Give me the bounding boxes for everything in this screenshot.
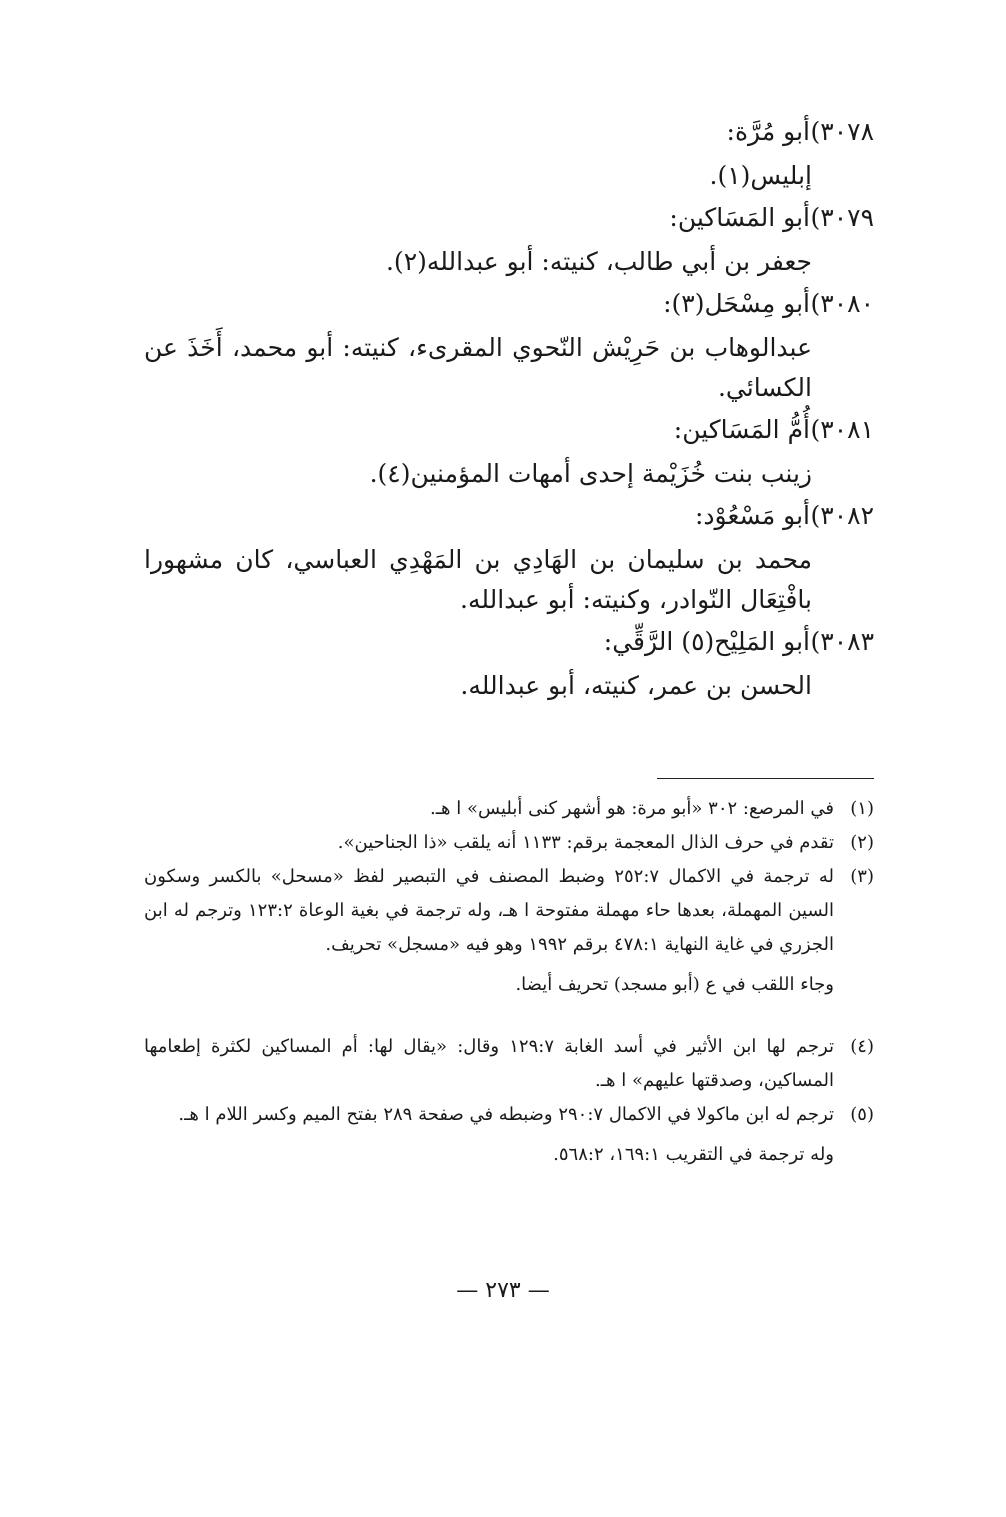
entry-body: محمد بن سليمان بن الهَادِي بن المَهْدِي العباسي، كان مشهورا بافْتِعَال النّوادر، وكنيته: أبو عبدالله. (144, 545, 812, 614)
footnote (144, 792, 874, 826)
footnote-text: في المرصع: ٣٠٢ «أبو مرة: هو أشهر كنى أبليس» ا هـ. (430, 798, 834, 819)
entry-title: أبو المَسَاكين: (669, 203, 810, 232)
entry-title: أبو مُرَّة: (726, 117, 810, 146)
entry (144, 198, 874, 282)
page-number: — ٢٧٣ — (456, 1278, 550, 1303)
footnote-continuation: وجاء اللقب في ع (أبو مسجد) تحريف أيضا. (515, 974, 834, 995)
entry-body: الحسن بن عمر، كنيته، أبو عبدالله. (460, 671, 812, 700)
entry-heading (144, 622, 874, 666)
footnote (144, 860, 874, 962)
footnote-number: (٢) (850, 832, 874, 853)
entry-number: ٣٠٧٨) (810, 117, 874, 146)
footnote-continuation: وله ترجمة في التقريب ١٦٩:١، ٥٦٨:٢. (553, 1144, 834, 1165)
entry-title: أُمُّ المَسَاكين: (673, 415, 810, 444)
entry (144, 112, 874, 196)
footnotes (144, 792, 874, 1172)
entry-title: أبو مَسْعُوْد: (695, 501, 810, 530)
entry-body: زينب بنت خُزَيْمة إحدى أمهات المؤمنين(٤). (369, 459, 812, 488)
entry-heading (144, 496, 874, 540)
entry-number: ٣٠٨٢) (810, 501, 874, 530)
entry-title: أبو المَلِيْح(٥) الرَّقِّي: (603, 627, 810, 656)
entry (144, 622, 874, 706)
entry-number: ٣٠٨١) (810, 415, 874, 444)
entry-body: إبليس(١). (709, 161, 812, 190)
footnote-number: (٤) (850, 1036, 874, 1057)
entry-title: أبو مِسْحَل(٣): (663, 289, 810, 318)
footnote-number: (٥) (850, 1104, 874, 1125)
entry-body: عبدالوهاب بن حَرِيْش النّحوي المقرىء، كنيته: أبو محمد، أَخَذَ عن الكسائي. (144, 333, 812, 402)
footnote-number: (١) (850, 798, 874, 819)
entry (144, 496, 874, 620)
entry-heading (144, 410, 874, 454)
footnote-separator (657, 778, 874, 779)
footnote (144, 1098, 874, 1132)
footnote-number: (٣) (850, 866, 874, 887)
entry-number: ٣٠٨٠) (810, 289, 874, 318)
footnote (144, 1030, 874, 1098)
entry-heading (144, 284, 874, 328)
entry-body: جعفر بن أبي طالب، كنيته: أبو عبدالله(٢). (385, 247, 812, 276)
footnote-text: تقدم في حرف الذال المعجمة برقم: ١١٣٣ أنه يلقب «ذا الجناحين». (337, 832, 834, 853)
entry-heading (144, 112, 874, 156)
footnote-text: ترجم له ابن ماكولا في الاكمال ٢٩٠:٧ وضبطه في صفحة ٢٨٩ بفتح الميم وكسر اللام ا هـ. (178, 1104, 834, 1125)
main-text (144, 112, 874, 708)
entry-number: ٣٠٧٩) (810, 203, 874, 232)
footnote-text: ترجم لها ابن الأثير في أسد الغابة ١٢٩:٧ وقال: «يقال لها: أم المساكين لكثرة إطعامها المساكين، وصدقتها عليهم» ا هـ. (144, 1036, 834, 1091)
entry (144, 284, 874, 408)
entry-heading (144, 198, 874, 242)
footnote-text: له ترجمة في الاكمال ٢٥٢:٧ وضبط المصنف في التبصير لفظ «مسحل» بالكسر وسكون السين المهملة، بعدها حاء مهملة مفتوحة ا هـ، وله ترجمة في بغية الوعاة ١٢٣:٢ وترجم له ابن الجزري في غاية النهاية ٤٧٨:١ برقم ١٩٩٢ وهو فيه «مسجل» تحريف. (144, 866, 834, 955)
entry (144, 410, 874, 494)
footnote (144, 826, 874, 860)
entry-number: ٣٠٨٣) (810, 627, 874, 656)
